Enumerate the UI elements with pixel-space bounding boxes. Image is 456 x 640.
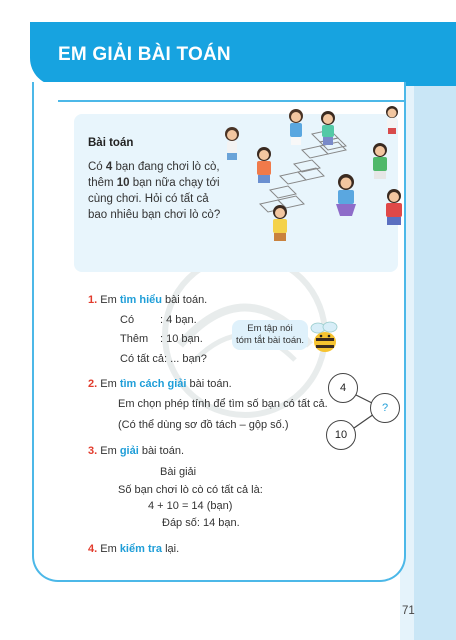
- diagram-part-10: 10: [326, 420, 356, 450]
- solution-line-1: Số bạn chơi lò cò có tất cả là:: [118, 484, 263, 496]
- step-2-heading: 2. Em tìm cách giải bài toán.: [88, 378, 232, 390]
- problem-text: Có 4 bạn đang chơi lò cò, thêm 10 bạn nữa chạy tới cùng chơi. Hỏi có tất cả bao nhiêu bạn chơi lò cò?: [88, 161, 221, 221]
- diagram-part-4: 4: [328, 373, 358, 403]
- solution-equation: 4 + 10 = 14 (bạn): [148, 500, 233, 512]
- solution-heading: Bài giải: [160, 466, 197, 478]
- children-hopscotch-illustration: [220, 104, 416, 256]
- hint-bubble: Em tập nói tóm tắt bài toán.: [232, 320, 308, 350]
- page-title: EM GIẢI BÀI TOÁN: [58, 44, 231, 65]
- added-label: Thêm: [120, 333, 149, 345]
- page-number: 71: [402, 605, 415, 617]
- added-value: : 10 bạn.: [160, 333, 203, 345]
- given-value: : 4 bạn.: [160, 314, 197, 326]
- step-1-heading: 1. Em tìm hiểu bài toán.: [88, 294, 208, 306]
- solution-answer: Đáp số: 14 bạn.: [162, 517, 240, 529]
- diagram-total-unknown: ?: [370, 393, 400, 423]
- step-2-line-2: (Có thể dùng sơ đồ tách – gộp số.): [118, 419, 289, 431]
- question-line: Có tất cả: ... bạn?: [120, 353, 207, 365]
- step-4-heading: 4. Em kiểm tra lại.: [88, 543, 180, 555]
- bee-icon: [308, 318, 342, 356]
- given-label: Có: [120, 314, 135, 326]
- step-2-line-1: Em chọn phép tính để tìm số bạn có tất cả.: [118, 398, 328, 410]
- problem-title: Bài toán: [88, 137, 134, 149]
- step-3-heading: 3. Em giải bài toán.: [88, 445, 185, 457]
- frame-top-line: [58, 100, 406, 102]
